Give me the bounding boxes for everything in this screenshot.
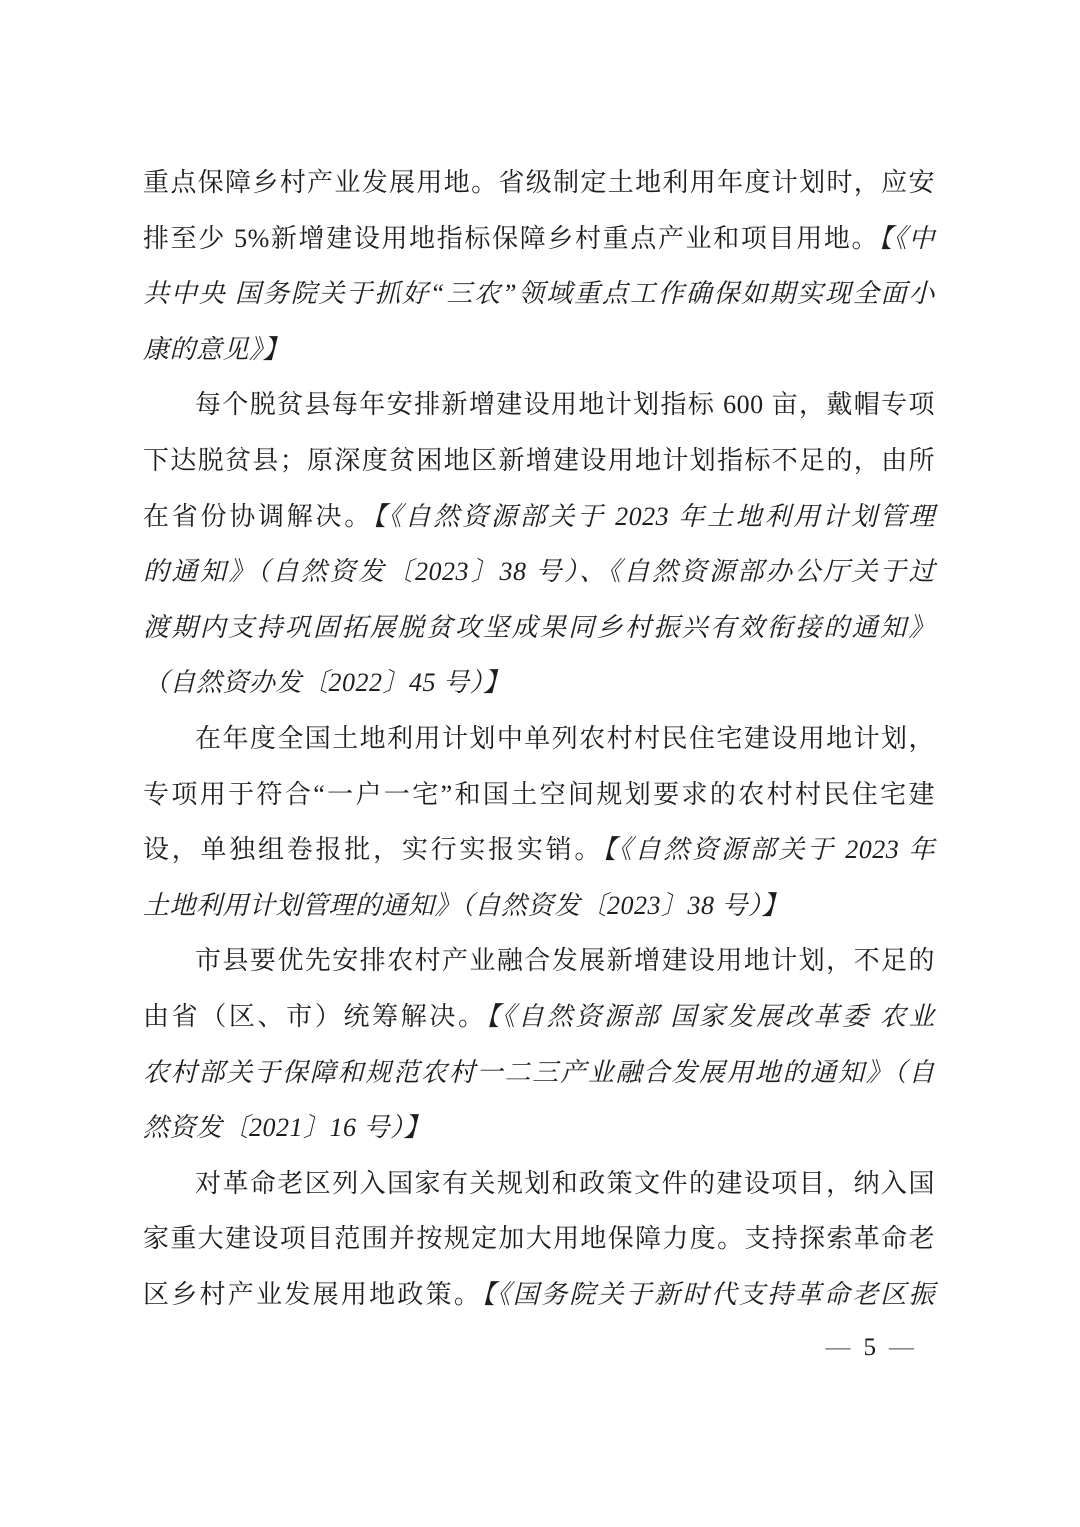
text-line — [143, 1045, 935, 1101]
body-text: 在省份协调解决。 — [143, 501, 374, 531]
page-number-dash-right: — — [889, 1334, 914, 1361]
text-line — [143, 600, 935, 656]
citation-text: 【《自然资源部关于 2023 年 — [603, 835, 935, 865]
text-line — [143, 1156, 935, 1212]
text-line — [143, 266, 935, 322]
body-text: 下达脱贫县；原深度贫困地区新增建设用地计划指标不足的，由所 — [143, 445, 935, 475]
text-line — [143, 211, 935, 267]
body-text: 对革命老区列入国家有关规划和政策文件的建设项目，纳入国 — [195, 1168, 935, 1198]
citation-text: 康的意见》】 — [143, 334, 290, 364]
text-line — [143, 433, 935, 489]
text-line — [143, 1211, 935, 1267]
citation-text: （自然资办发〔2022〕45 号）】 — [143, 668, 510, 698]
citation-text: 的通知》（自然资发〔2023〕38 号）、《自然资源部办公厅关于过 — [143, 557, 935, 587]
citation-text: 【《中 — [879, 223, 935, 253]
body-text: 由省（区、市）统筹解决。 — [143, 1001, 487, 1031]
citation-text: 共中央 国务院关于抓好“三农”领域重点工作确保如期实现全面小 — [143, 279, 935, 309]
body-text: 市县要优先安排农村产业融合发展新增建设用地计划，不足的 — [195, 946, 935, 976]
text-line — [143, 377, 935, 433]
body-text: 设，单独组卷报批，实行实报实销。 — [143, 835, 604, 865]
page-number — [826, 1330, 915, 1366]
text-line — [143, 822, 935, 878]
body-text: 排至少 5%新增建设用地指标保障乡村重点产业和项目用地。 — [143, 223, 880, 253]
text-line — [143, 655, 935, 711]
text-line — [143, 322, 935, 378]
text-line — [143, 544, 935, 600]
text-line — [143, 489, 935, 545]
citation-text: 土地利用计划管理的通知》（自然资发〔2023〕38 号）】 — [143, 890, 789, 920]
page-body-text — [143, 155, 935, 1322]
text-line — [143, 1100, 935, 1156]
text-line — [143, 878, 935, 934]
body-text: 在年度全国土地利用计划中单列农村村民住宅建设用地计划， — [195, 723, 935, 753]
citation-text: 【《自然资源部关于 2023 年土地利用计划管理 — [373, 501, 935, 531]
text-line — [143, 155, 935, 211]
citation-text: 然资发〔2021〕16 号）】 — [143, 1113, 431, 1143]
text-line — [143, 711, 935, 767]
citation-text: 农村部关于保障和规范农村一二三产业融合发展用地的通知》（自 — [143, 1057, 935, 1087]
text-line — [143, 933, 935, 989]
citation-text: 渡期内支持巩固拓展脱贫攻坚成果同乡村振兴有效衔接的通知》 — [143, 612, 935, 642]
body-text: 家重大建设项目范围并按规定加大用地保障力度。支持探索革命老 — [143, 1224, 935, 1254]
body-text: 每个脱贫县每年安排新增建设用地计划指标 600 亩，戴帽专项 — [195, 390, 935, 420]
body-text: 专项用于符合“一户一宅”和国土空间规划要求的农村村民住宅建 — [143, 779, 935, 809]
text-line — [143, 767, 935, 823]
citation-text: 【《自然资源部 国家发展改革委 农业 — [486, 1001, 935, 1031]
text-line — [143, 1267, 935, 1323]
text-line — [143, 989, 935, 1045]
body-text: 区乡村产业发展用地政策。 — [143, 1279, 483, 1309]
page-number-dash-left: — — [825, 1334, 851, 1361]
body-text: 重点保障乡村产业发展用地。省级制定土地利用年度计划时，应安 — [143, 168, 935, 197]
citation-text: 【《国务院关于新时代支持革命老区振 — [482, 1279, 935, 1309]
page-number-value: 5 — [863, 1334, 876, 1361]
